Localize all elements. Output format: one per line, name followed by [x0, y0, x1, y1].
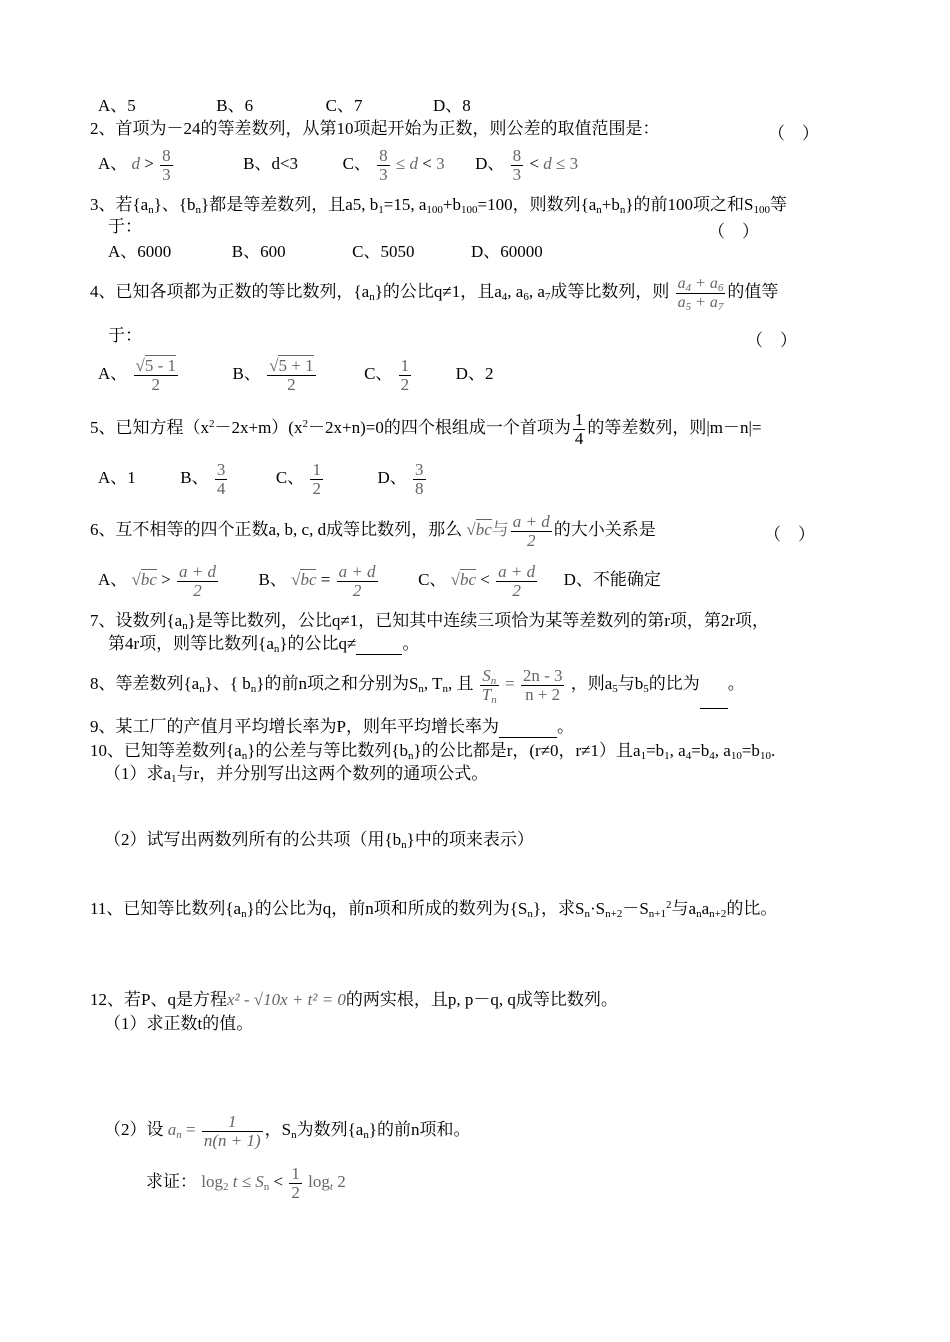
q5-text: －2x+m）(x	[214, 418, 303, 437]
q12-text: 的两实根，且p, p－q, q成等比数列。	[345, 990, 618, 1009]
q6-sqrt-bc: √bc	[466, 520, 492, 539]
q12-equation: x² - √10x + t² = 0	[226, 990, 346, 1009]
frac-den: 2	[526, 530, 536, 550]
q12-prove	[146, 1158, 346, 1206]
subscript: 100	[426, 204, 443, 216]
q3-text: 3、若{a	[90, 195, 149, 214]
q3-option-d: D、60000	[470, 242, 543, 261]
q8-text: ，则a	[570, 674, 613, 693]
q12-text: 12、若P、q是方程	[90, 990, 227, 1009]
q7-stem	[90, 611, 769, 631]
frac-num: 3	[415, 459, 424, 479]
q11-text: a	[701, 899, 710, 918]
q7-answer-blank[interactable]	[356, 634, 402, 655]
subscript: 7	[544, 291, 551, 303]
frac-den: 2	[287, 374, 296, 394]
subscript: 4	[685, 750, 692, 762]
q8-eq-sign: =	[504, 674, 515, 693]
q3-stem	[90, 195, 787, 215]
subscript: 6	[523, 291, 529, 303]
q12-an-var: $a_n$	[167, 1120, 182, 1141]
q11-text: 与a	[671, 899, 697, 918]
q1-option-b: B、6	[216, 96, 254, 115]
q6-apd-fraction	[496, 563, 537, 600]
subscript: n	[490, 674, 497, 687]
q6-stem	[90, 508, 656, 552]
subscript: n	[418, 683, 424, 695]
frac-num: 8	[379, 145, 388, 165]
frac-num: 1	[312, 459, 321, 479]
q4-frac-b	[267, 357, 315, 394]
q12-text: 为数列{a	[296, 1120, 364, 1139]
q5-frac-d	[413, 461, 426, 498]
q4-answer-paren: （ ）	[746, 331, 797, 350]
q9-text: 。	[556, 717, 574, 736]
subscript: 10	[730, 750, 742, 762]
q8-text: }的前n项之和分别为S	[256, 674, 419, 693]
q7-text: 。	[402, 634, 420, 653]
subscript: n	[369, 291, 375, 303]
radicand: bc	[140, 570, 157, 589]
q3-option-c: C、5050	[352, 242, 415, 261]
radicand: 5 - 1	[144, 355, 177, 375]
frac-num: a + d	[512, 511, 550, 531]
q12-text: 求证：	[146, 1172, 197, 1191]
q5-option-c: C、	[275, 468, 305, 487]
radicand: 5 + 1	[278, 355, 314, 375]
q10-text: }中的项来表示）	[406, 830, 534, 849]
subscript: n	[148, 204, 154, 216]
frac-den: 2	[352, 580, 362, 600]
q6-sqrt-bc: √bc	[131, 570, 157, 589]
q3-text: }、{b	[153, 195, 196, 214]
q5-quarter-fraction	[573, 411, 586, 448]
subscript: n	[195, 204, 202, 216]
q6-text: 与	[491, 520, 509, 539]
q3-options	[108, 242, 543, 262]
q5-frac-b	[215, 461, 228, 498]
q6-apd-fraction	[177, 563, 218, 600]
q3-text: }都是等差数列，且a	[201, 195, 353, 214]
q4-stem-cont: 于：	[108, 326, 142, 345]
frac-num: 8	[512, 145, 522, 165]
q4-option-c: C、	[364, 364, 393, 383]
q7-text: }的公比q≠	[279, 634, 357, 653]
subscript: n	[199, 683, 205, 695]
q8-answer-blank[interactable]	[700, 660, 728, 709]
subscript: n	[363, 1129, 369, 1141]
frac-den: 2	[193, 580, 202, 600]
frac-den: $a_5 + a_7$	[677, 293, 724, 313]
q2-frac-d	[511, 147, 524, 184]
q11-text: －S	[622, 899, 649, 918]
q12-an-fraction	[202, 1113, 263, 1150]
q9-text: 9、某工厂的产值月平均增长率为P，则年平均增长率为	[90, 717, 499, 736]
q4-text: }的公比q≠1，且a	[374, 282, 502, 301]
q12-ineq-mid: t ≤ S	[232, 1172, 264, 1191]
q10-text: 与r，并分别写出这两个数列的通项公式。	[176, 764, 489, 783]
subscript: 4	[709, 750, 715, 762]
q3-answer-paren: （ ）	[708, 222, 759, 241]
q2-option-b: B、d<3	[243, 154, 299, 173]
q6-apd-fraction	[511, 513, 552, 550]
subscript: 4	[501, 291, 508, 303]
subscript: n	[182, 620, 188, 632]
q6-gt-sign: >	[161, 570, 171, 589]
subscript: 1	[664, 750, 670, 762]
frac-den: 8	[415, 478, 424, 498]
frac-num: 1	[202, 1113, 263, 1132]
q10-stem	[90, 741, 775, 761]
frac-num: 1	[400, 355, 410, 375]
q8-text: 的比为	[648, 674, 700, 693]
q10-text: }的公比都是r，(r≠0，r≠1）且a	[413, 741, 641, 760]
q8-text: 8、等差数列{a	[90, 674, 200, 693]
subscript: n	[527, 908, 533, 920]
subscript: n	[596, 204, 602, 216]
frac-den: n + 2	[525, 684, 561, 704]
subscript: n	[401, 839, 407, 851]
q6-option-c: C、	[418, 570, 447, 589]
q3-text: 等	[770, 195, 788, 214]
q6-eq-sign: =	[320, 570, 331, 589]
q3-text: +b	[601, 195, 620, 214]
q5-text: 5、已知方程（x	[90, 418, 209, 437]
q12-two: 2	[337, 1172, 346, 1191]
q11-text: }的公比为q，前n项和所成的数列为{S	[246, 899, 528, 918]
q4-frac-a	[134, 357, 179, 394]
q3-text: =15, a	[383, 195, 427, 214]
q12-text: }的前n项和。	[368, 1120, 471, 1139]
radicand: bc	[475, 520, 492, 539]
q4-stem	[90, 264, 778, 320]
subscript: n	[291, 1129, 297, 1141]
q4-text: 的值等	[727, 282, 779, 301]
q6-text: 的大小关系是	[553, 520, 656, 539]
q6-sqrt-bc: √bc	[291, 570, 317, 589]
subscript: n+1	[648, 908, 667, 920]
subscript: n	[408, 750, 414, 762]
q7-text: 第4r项，则等比数列{a	[108, 634, 274, 653]
frac-den: $T_n$	[481, 684, 497, 706]
q2-options	[98, 144, 578, 184]
subscript: 5	[612, 683, 618, 695]
subscript: 1	[640, 750, 647, 762]
q11-text: 11、已知等比数列{a	[90, 899, 242, 918]
q2-answer-paren: （ ）	[768, 124, 819, 143]
frac-den: 2	[512, 580, 521, 600]
subscript: n	[250, 683, 257, 695]
frac-num: √5 + 1	[269, 355, 314, 375]
q7-stem-cont	[108, 634, 419, 655]
q4-ratio-fraction	[676, 275, 726, 312]
q3-option-a: A、6000	[108, 242, 172, 261]
frac-num: √5 - 1	[135, 355, 177, 375]
subscript: 6	[717, 281, 724, 294]
q5-option-a: A、1	[98, 468, 136, 487]
frac-den: 4	[216, 478, 226, 498]
q6-answer-paren: （ ）	[764, 525, 815, 544]
superscript: 2	[666, 899, 672, 911]
q8-st-fraction	[480, 667, 499, 704]
q8-text: }、{ b	[204, 674, 251, 693]
q5-text: 的等差数列，则|m－n|=	[587, 418, 762, 437]
subscript: n	[619, 204, 626, 216]
q1-option-a: A、5	[98, 96, 136, 115]
subscript: 4	[685, 281, 692, 294]
q7-text: }是等比数列，公比q≠1，已知其中连续三项恰为某等差数列的第r项，第2r项，	[187, 611, 770, 630]
superscript: 2	[302, 418, 308, 430]
q12-log: log	[308, 1172, 330, 1191]
q2-frac-c	[377, 147, 390, 184]
q4-options	[98, 350, 493, 398]
q4-text: , a	[528, 282, 545, 301]
q3-text: =100，则数列{a	[477, 195, 597, 214]
q2-frac-a	[160, 147, 173, 184]
q2-option-d: D、	[475, 154, 505, 173]
q2-option-c: C、	[342, 154, 371, 173]
q5-frac-c	[310, 461, 323, 498]
q6-option-b: B、	[258, 570, 287, 589]
q1-options	[98, 96, 471, 116]
frac-num: 1	[574, 409, 584, 429]
q2-d-var: d	[131, 154, 141, 173]
frac-num: a + d	[179, 561, 216, 581]
q6-apd-fraction	[337, 563, 378, 600]
frac-den: 2	[312, 478, 321, 498]
frac-num: 1	[291, 1163, 300, 1183]
q8-text: 与b	[617, 674, 644, 693]
frac-num: a + d	[338, 561, 376, 581]
q12-part1: （1）求正数t的值。	[104, 1014, 254, 1033]
frac-den: 3	[379, 164, 388, 184]
q8-ratio-fraction	[521, 667, 565, 704]
q10-part2	[104, 830, 534, 850]
q12-text: （2）设	[104, 1120, 164, 1139]
subscript: n	[263, 1181, 270, 1193]
q9-answer-blank[interactable]	[499, 717, 557, 738]
q2-option-a: A、	[98, 154, 128, 173]
frac-den: 4	[574, 428, 584, 448]
q1-option-d: D、8	[432, 96, 471, 115]
subscript: n	[442, 683, 448, 695]
frac-den: 3	[512, 164, 522, 184]
q12-eq-sign: =	[186, 1120, 196, 1139]
subscript: 1	[378, 204, 384, 216]
q4-option-b: B、	[232, 364, 261, 383]
q12-half-fraction	[289, 1165, 302, 1202]
q11-text: }，求S	[532, 899, 585, 918]
q7-text: 7、设数列{a	[90, 611, 183, 630]
subscript: n+2	[605, 908, 623, 920]
subscript: n	[696, 908, 702, 920]
q10-text: , a	[669, 741, 686, 760]
subscript: 5	[685, 300, 692, 313]
q2-le-sign: ≤	[555, 154, 566, 173]
q1-option-c: C、7	[325, 96, 363, 115]
frac-den: 3	[162, 164, 171, 184]
subscript: n	[584, 908, 590, 920]
frac-num: a + d	[498, 561, 536, 581]
subscript: n	[176, 1129, 182, 1141]
q11-stem	[90, 899, 777, 919]
subscript: 100	[461, 204, 478, 216]
frac-num: $a_4 + a_6$	[677, 274, 724, 294]
q8-text: , 且	[448, 674, 474, 693]
q6-option-a: A、	[98, 570, 128, 589]
q5-stem	[90, 406, 761, 450]
q2-d-var: d	[409, 154, 418, 173]
q11-text: ·S	[589, 899, 606, 918]
subscript: 100	[753, 204, 771, 216]
q12-log: log	[201, 1172, 223, 1191]
q4-text: 4、已知各项都为正数的等比数列，{a	[90, 282, 370, 301]
subscript: n	[491, 693, 497, 706]
radicand: bc	[300, 570, 317, 589]
q2-three: 3	[569, 154, 579, 173]
subscript: 10	[759, 750, 771, 762]
q12-lt-sign: <	[273, 1172, 284, 1191]
subscript: n	[241, 750, 248, 762]
frac-den: 2	[291, 1182, 300, 1202]
q6-options	[98, 558, 661, 602]
frac-num: 8	[162, 145, 171, 165]
subscript: 7	[717, 300, 724, 313]
q10-text: , a	[714, 741, 731, 760]
q5-option-d: D、	[377, 468, 407, 487]
q10-text: =b	[691, 741, 710, 760]
q9-stem	[90, 717, 574, 738]
subscript: n	[241, 908, 247, 920]
q5-options	[98, 454, 428, 502]
radicand: bc	[460, 570, 477, 589]
subscript: 5	[643, 683, 649, 695]
q6-text: 6、互不相等的四个正数a, b, c, d成等比数列，那么	[90, 520, 463, 539]
q4-frac-c	[399, 357, 412, 394]
q4-option-d: D、2	[455, 364, 494, 383]
subscript: t	[329, 1181, 333, 1193]
q10-text: .	[770, 741, 776, 760]
frac-num: 2n - 3	[522, 665, 563, 685]
q3-text: +b	[442, 195, 461, 214]
frac-den: 2	[400, 374, 410, 394]
q12-stem	[90, 990, 618, 1010]
q2-stem: 2、首项为－24的等差数列，从第10项起开始为正数，则公差的取值范围是：	[90, 119, 660, 138]
q8-stem	[90, 660, 745, 709]
subscript: n+2	[709, 908, 727, 920]
superscript: 2	[209, 418, 215, 430]
q8-text: 。	[727, 674, 745, 693]
q12-text: ，S	[264, 1120, 292, 1139]
q10-text: =b	[646, 741, 665, 760]
q6-sqrt-bc: √bc	[450, 570, 477, 589]
q4-option-a: A、	[98, 364, 128, 383]
q2-three: 3	[436, 154, 445, 173]
q10-text: 10、已知等差数列{a	[90, 741, 242, 760]
q5-option-b: B、	[180, 468, 209, 487]
q6-lt-sign: <	[480, 570, 490, 589]
q10-text: }的公差与等比数列{b	[247, 741, 409, 760]
q4-text: , a	[507, 282, 524, 301]
subscript: 1	[171, 773, 177, 785]
q6-option-d: D、不能确定	[563, 570, 661, 589]
q3-stem-cont: 于：	[108, 217, 142, 236]
q10-part1	[104, 764, 488, 784]
q3-text: }的前100项之和S	[625, 195, 754, 214]
q12-part2	[104, 1106, 471, 1154]
q3-option-b: B、600	[231, 242, 286, 261]
frac-num: 3	[216, 459, 226, 479]
q2-le-sign: ≤	[395, 154, 406, 173]
q4-text: 成等比数列，则	[550, 282, 670, 301]
frac-num: $S_n$	[480, 667, 499, 686]
q2-lt-sign: <	[422, 154, 432, 173]
q8-text: , T	[423, 674, 443, 693]
q5-text: －2x+n)=0的四个根组成一个首项为	[307, 418, 571, 437]
q2-lt-sign: <	[529, 154, 539, 173]
q3-text: 5, b	[352, 195, 379, 214]
subscript: n	[273, 643, 280, 655]
subscript: 2	[222, 1181, 229, 1193]
q2-gt-sign: >	[144, 154, 154, 173]
q2-d-var: d	[543, 154, 552, 173]
q10-text: =b	[741, 741, 760, 760]
q10-text: （2）试写出两数列所有的公共项（用{b	[104, 830, 402, 849]
q11-text: 的比。	[726, 899, 778, 918]
q10-text: （1）求a	[104, 764, 172, 783]
frac-den: n(n + 1)	[203, 1130, 261, 1150]
frac-den: 2	[151, 374, 161, 394]
